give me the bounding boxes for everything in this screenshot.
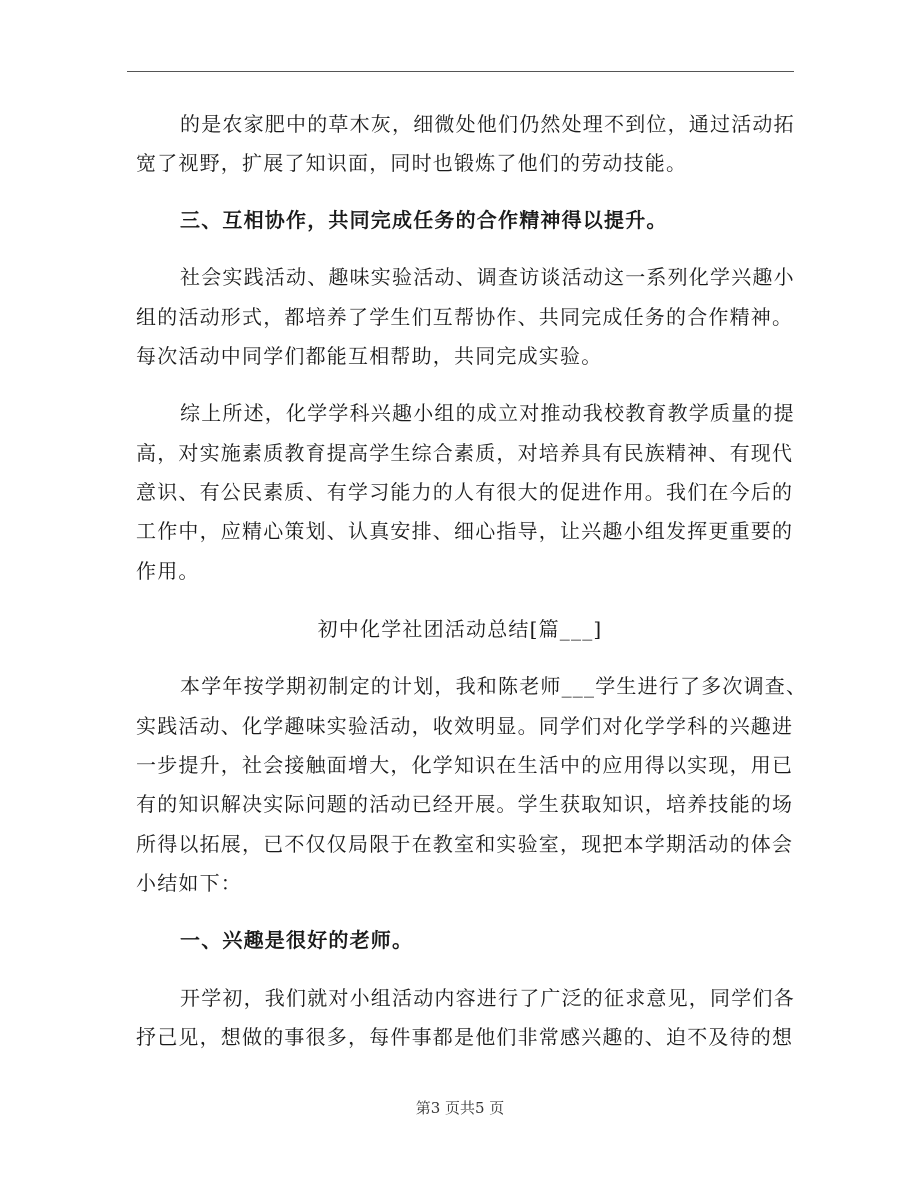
body-text-line: 实践活动、化学趣味实验活动，收效明显。同学们对化学学科的兴趣进 bbox=[136, 714, 794, 738]
body-text-line: 高，对实施素质教育提高学生综合素质，对培养具有民族精神、有现代 bbox=[136, 441, 794, 465]
body-text-line: 每次活动中同学们都能互相帮助，共同完成实验。 bbox=[136, 344, 603, 368]
body-text-line: 的是农家肥中的草木灰，细微处他们仍然处理不到位，通过活动拓 bbox=[180, 112, 795, 136]
body-text-line: 宽了视野，扩展了知识面，同时也锻炼了他们的劳动技能。 bbox=[136, 151, 688, 175]
body-text-line: 小结如下： bbox=[136, 871, 242, 895]
body-text-line: 开学初，我们就对小组活动内容进行了广泛的征求意见，同学们各 bbox=[180, 986, 795, 1010]
article-title: 初中化学社团活动总结[篇___] bbox=[317, 617, 603, 641]
body-text-line: 一步提升，社会接触面增大，化学知识在生活中的应用得以实现，用已 bbox=[136, 753, 794, 777]
body-text-line: 作用。 bbox=[136, 559, 200, 583]
body-text-line: 本学年按学期初制定的计划，我和陈老师___学生进行了多次调查、 bbox=[180, 674, 808, 698]
body-text-line: 综上所述，化学学科兴趣小组的成立对推动我校教育教学质量的提 bbox=[180, 401, 795, 425]
header-rule bbox=[127, 71, 794, 72]
section-heading: 一、兴趣是很好的老师。 bbox=[180, 928, 414, 952]
body-text-line: 组的活动形式，都培养了学生们互帮协作、共同完成任务的合作精神。 bbox=[136, 305, 794, 329]
body-text-line: 工作中，应精心策划、认真安排、细心指导，让兴趣小组发挥更重要的 bbox=[136, 519, 794, 543]
body-text-line: 有的知识解决实际问题的活动已经开展。学生获取知识，培养技能的场 bbox=[136, 792, 794, 816]
body-text-line: 所得以拓展，已不仅仅局限于在教室和实验室，现把本学期活动的体会 bbox=[136, 832, 794, 856]
body-text-line: 社会实践活动、趣味实验活动、调查访谈活动这一系列化学兴趣小 bbox=[180, 265, 795, 289]
body-text-line: 意识、有公民素质、有学习能力的人有很大的促进作用。我们在今后的 bbox=[136, 480, 794, 504]
section-heading: 三、互相协作，共同完成任务的合作精神得以提升。 bbox=[180, 208, 668, 232]
body-text-line: 抒己见，想做的事很多，每件事都是他们非常感兴趣的、迫不及待的想 bbox=[136, 1025, 794, 1049]
page-number: 第3 页共5 页 bbox=[415, 1099, 505, 1117]
